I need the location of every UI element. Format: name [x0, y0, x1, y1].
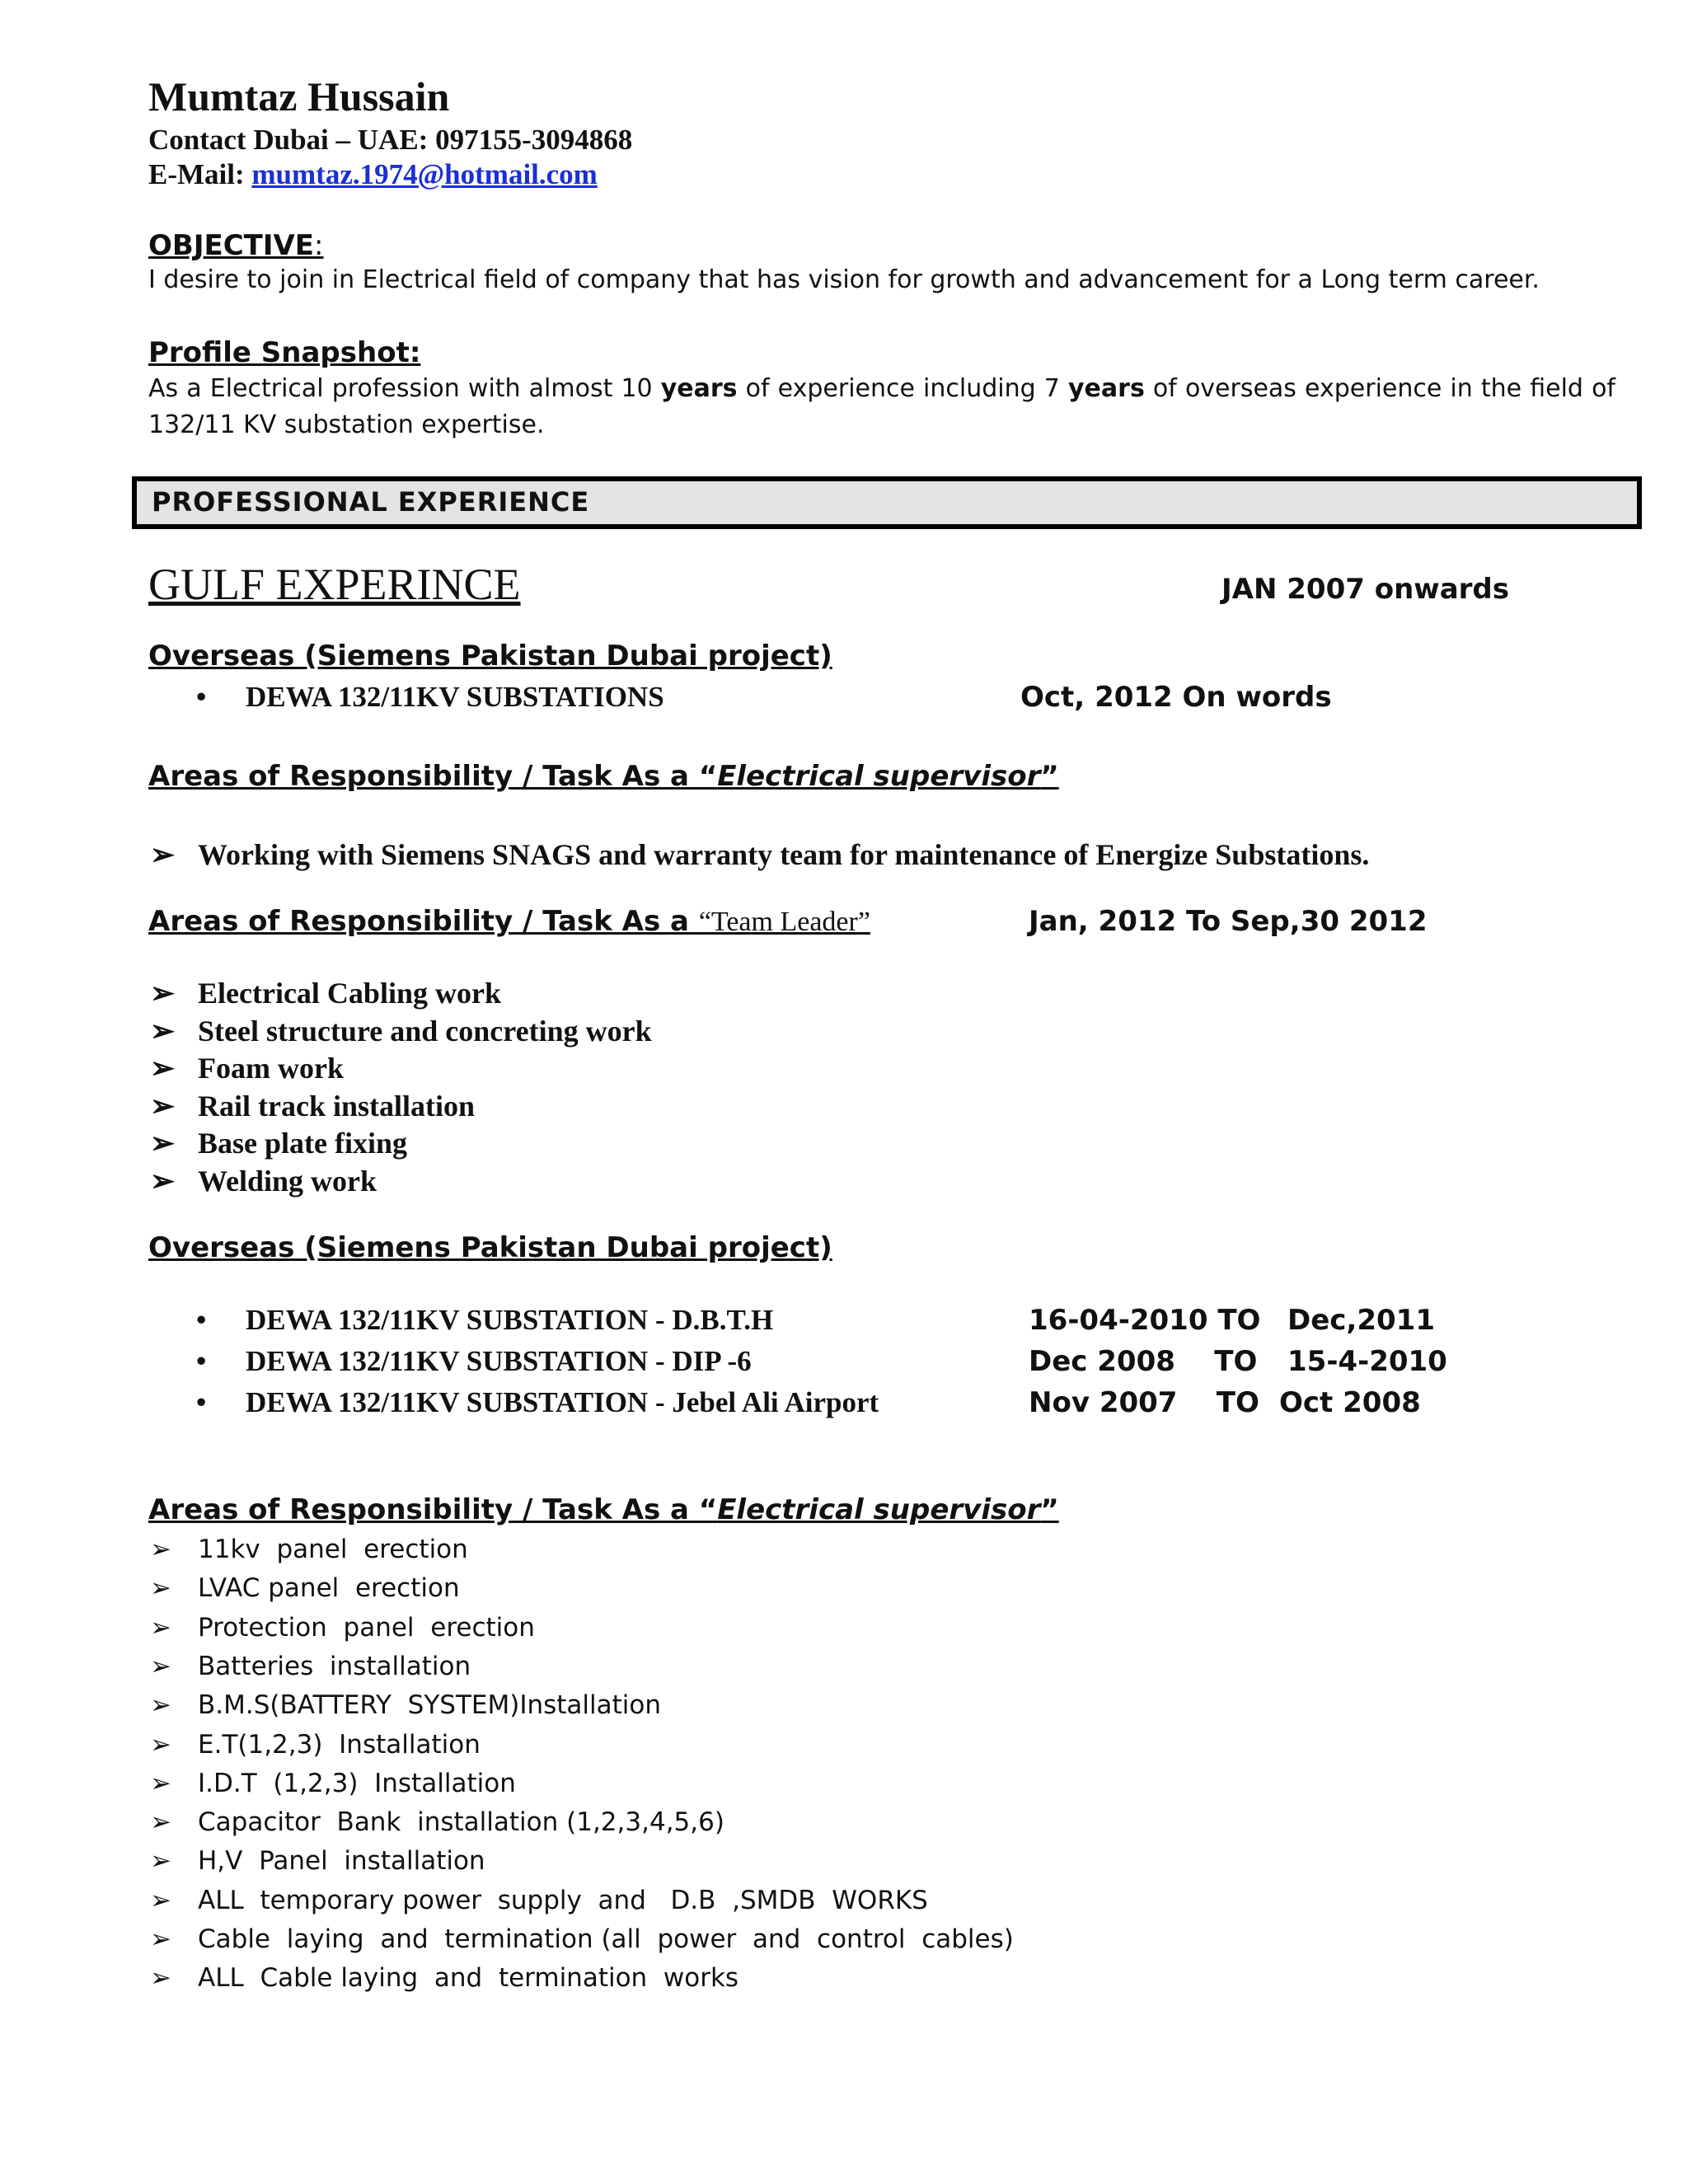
resp3-role: Electrical supervisor — [717, 1493, 1041, 1526]
date-from: 16-04-2010 TO — [1029, 1304, 1261, 1337]
contact-phone: Contact Dubai – UAE: 097155-3094868 — [148, 124, 633, 156]
list-item — [150, 1126, 1601, 1162]
email-line — [148, 158, 598, 191]
email-link[interactable]: mumtaz.1974@hotmail.com — [251, 158, 598, 190]
list-item-text: Foam work — [198, 1052, 344, 1085]
gulf-experience-heading: GULF EXPERINCE — [148, 560, 521, 609]
professional-experience-heading: PROFESSIONAL EXPERIENCE — [152, 486, 590, 518]
list-item-text: Steel structure and concreting work — [198, 1014, 652, 1047]
list-item — [150, 1014, 1601, 1050]
list-item — [150, 1535, 1601, 1571]
section1-bullet-text: DEWA 132/11KV SUBSTATIONS — [246, 681, 664, 713]
arrow-bullet-icon: ➢ — [150, 1729, 171, 1760]
list-item — [150, 976, 1601, 1012]
list-item-text: Batteries installation — [198, 1651, 471, 1681]
resp1-role: Electrical supervisor — [717, 760, 1041, 793]
resp2-heading — [148, 905, 870, 938]
resp1-heading — [148, 760, 1059, 793]
bullet-dot-icon: • — [196, 1304, 207, 1336]
arrow-bullet-icon: ➢ — [150, 1768, 171, 1798]
arrow-bullet-icon: ➢ — [150, 1014, 176, 1047]
profile-heading: Profile Snapshot: — [148, 336, 421, 369]
list-item-text: Capacitor Bank installation (1,2,3,4,5,6) — [198, 1807, 724, 1838]
candidate-name: Mumtaz Hussain — [148, 73, 450, 120]
date-to: Oct 2008 — [1279, 1386, 1421, 1419]
arrow-bullet-icon: ➢ — [150, 977, 176, 1010]
objective-text: I desire to join in Electrical field of company that has vision for growth and advancement for a Long term career. — [148, 265, 1540, 294]
resp2-role: “Team Leader” — [698, 907, 870, 937]
list-item-text: Electrical Cabling work — [198, 977, 501, 1010]
resp1-prefix: Areas of Responsibility / Task As a “ — [148, 760, 718, 793]
list-item-text: B.M.S(BATTERY SYSTEM)Installation — [198, 1690, 662, 1721]
arrow-bullet-icon: ➢ — [150, 838, 176, 871]
objective-colon: : — [314, 229, 324, 262]
table-row — [196, 1345, 1020, 1381]
list-item — [150, 1164, 1601, 1200]
section1-bullet — [196, 681, 1020, 717]
date-to: 15-4-2010 — [1287, 1345, 1447, 1378]
list-item-text: Rail track installation — [198, 1089, 476, 1122]
arrow-bullet-icon: ➢ — [150, 1535, 171, 1564]
list-item — [150, 1963, 1601, 1999]
profile-bold-2: years — [1068, 374, 1145, 403]
list-item-text: H,V Panel installation — [198, 1846, 485, 1877]
arrow-bullet-icon: ➢ — [150, 1924, 171, 1954]
arrow-bullet-icon: ➢ — [150, 1963, 171, 1994]
arrow-bullet-icon: ➢ — [150, 1052, 176, 1085]
list-item-text: 11kv panel erection — [198, 1535, 468, 1564]
list-item-text: LVAC panel erection — [198, 1573, 460, 1604]
list-item — [150, 1807, 1601, 1844]
arrow-bullet-icon: ➢ — [150, 1089, 176, 1122]
gulf-experience-date: JAN 2007 onwards — [1221, 573, 1509, 606]
date-from: Nov 2007 TO — [1029, 1386, 1259, 1419]
list-item-text: ALL Cable laying and termination works — [198, 1963, 739, 1994]
resp2-prefix: Areas of Responsibility / Task As a — [148, 905, 699, 938]
list-item-text: E.T(1,2,3) Installation — [198, 1729, 481, 1760]
profile-text-3: of overseas experience in the field of 132/11 KV substation expertise. — [148, 374, 1615, 439]
substation-name: DEWA 132/11KV SUBSTATION - Jebel Ali Airport — [246, 1386, 879, 1418]
list-item-text: Cable laying and termination (all power and control cables) — [198, 1924, 1014, 1954]
section1-date: Oct, 2012 On words — [1020, 681, 1332, 714]
section2-heading: Overseas (Siemens Pakistan Dubai project) — [148, 1231, 832, 1264]
arrow-bullet-icon: ➢ — [150, 1807, 171, 1838]
arrow-bullet-icon: ➢ — [150, 1127, 176, 1160]
list-item-text: I.D.T (1,2,3) Installation — [198, 1768, 516, 1798]
resp3-suffix: ” — [1040, 1493, 1059, 1526]
list-item — [150, 1846, 1601, 1882]
arrow-bullet-icon: ➢ — [150, 1846, 171, 1877]
bullet-dot-icon: • — [196, 1345, 207, 1377]
resp2-date: Jan, 2012 To Sep,30 2012 — [1029, 905, 1428, 938]
list-item — [150, 1769, 1601, 1805]
list-item — [150, 1652, 1601, 1688]
table-row — [196, 1304, 1020, 1340]
table-row — [196, 1386, 1020, 1422]
date-to: Dec,2011 — [1287, 1304, 1435, 1337]
arrow-bullet-icon: ➢ — [150, 1612, 171, 1643]
list-item — [150, 1924, 1601, 1961]
date-from: Dec 2008 TO — [1029, 1345, 1258, 1378]
arrow-bullet-icon: ➢ — [150, 1885, 171, 1915]
bullet-dot-icon: • — [196, 1386, 207, 1418]
section1-heading: Overseas (Siemens Pakistan Dubai project) — [148, 640, 832, 673]
list-item — [150, 1886, 1601, 1922]
profile-text-2: of experience including 7 — [737, 374, 1068, 403]
list-item-text: Working with Siemens SNAGS and warranty team for maintenance of Energize Substations. — [198, 838, 1370, 871]
list-item-text: Protection panel erection — [198, 1612, 535, 1643]
resp3-prefix: Areas of Responsibility / Task As a “ — [148, 1493, 718, 1526]
arrow-bullet-icon: ➢ — [150, 1690, 171, 1721]
arrow-bullet-icon: ➢ — [150, 1651, 171, 1681]
objective-heading-text: OBJECTIVE — [148, 229, 315, 262]
substation-name: DEWA 132/11KV SUBSTATION - DIP -6 — [246, 1345, 752, 1377]
list-item — [150, 1089, 1601, 1125]
arrow-bullet-icon: ➢ — [150, 1573, 171, 1604]
profile-bold-1: years — [660, 374, 738, 403]
resp1-suffix: ” — [1040, 760, 1059, 793]
list-item-text: Welding work — [198, 1164, 377, 1197]
profile-text — [148, 371, 1615, 443]
list-item — [150, 1690, 1601, 1727]
professional-experience-bar — [132, 476, 1642, 529]
list-item — [150, 1730, 1601, 1766]
objective-heading — [148, 229, 324, 262]
list-item — [150, 1051, 1601, 1087]
list-item — [150, 1573, 1601, 1610]
bullet-dot-icon: • — [196, 681, 207, 713]
arrow-bullet-icon: ➢ — [150, 1164, 176, 1197]
list-item-text: Base plate fixing — [198, 1127, 408, 1160]
list-item — [150, 837, 1601, 874]
resp3-heading — [148, 1493, 1059, 1526]
substation-name: DEWA 132/11KV SUBSTATION - D.B.T.H — [246, 1304, 774, 1336]
list-item-text: ALL temporary power supply and D.B ,SMDB WORKS — [198, 1885, 928, 1915]
list-item — [150, 1613, 1601, 1649]
profile-text-1: As a Electrical profession with almost 10 — [148, 374, 661, 403]
email-label: E-Mail: — [148, 158, 252, 190]
